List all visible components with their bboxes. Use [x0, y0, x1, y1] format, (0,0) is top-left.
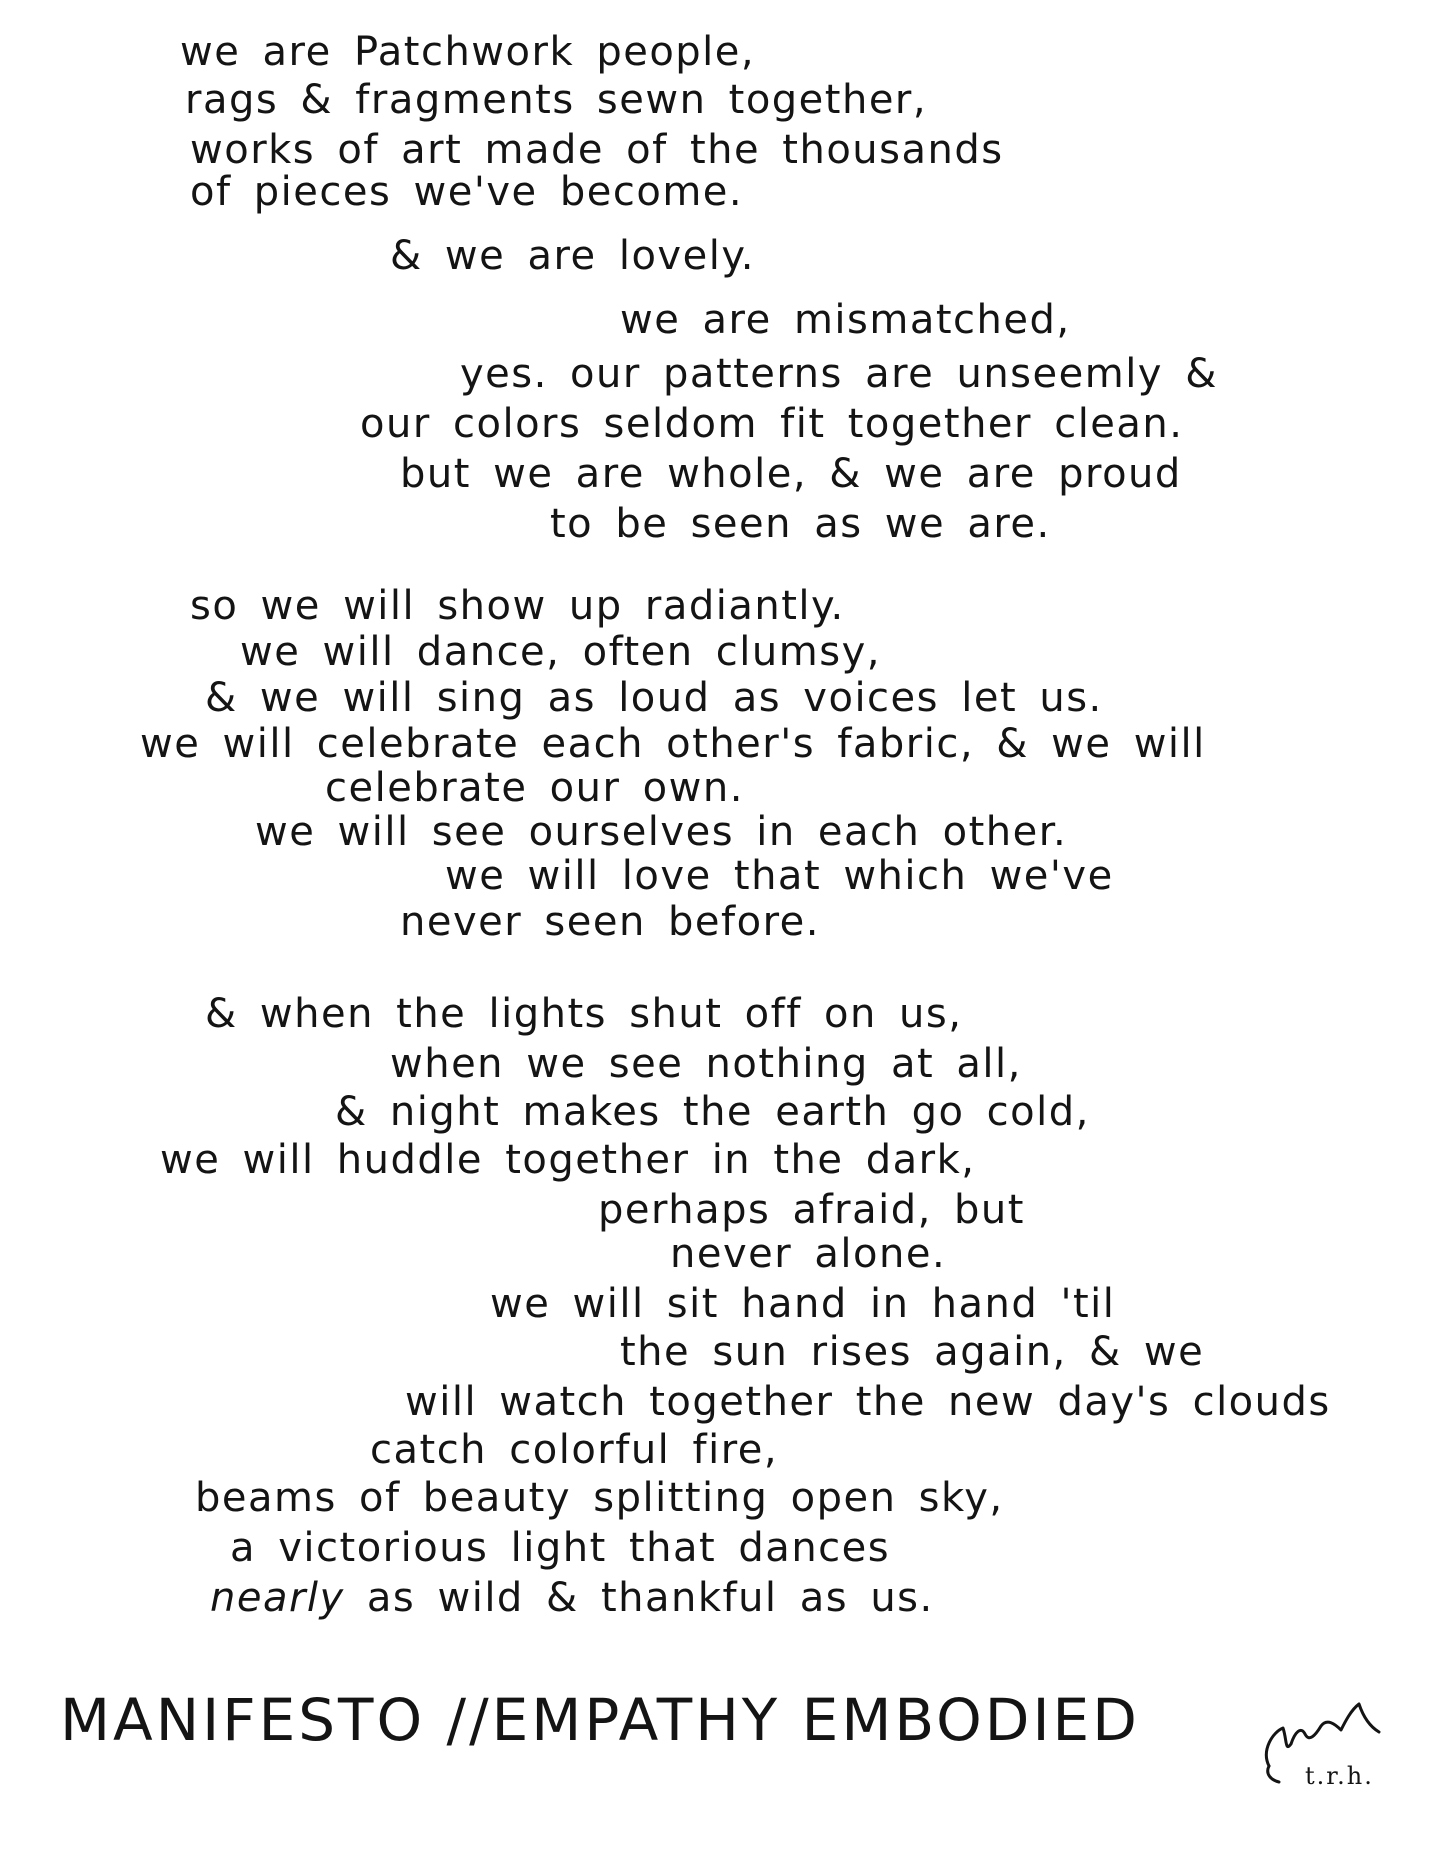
poem-line-8: our colors seldom fit together clean. — [360, 401, 1184, 447]
emphasis-word: nearly — [210, 1575, 345, 1621]
poem-line-24: never alone. — [670, 1231, 947, 1277]
poem-line-23: perhaps afraid, but — [598, 1187, 1025, 1233]
poem-line-3: works of art made of the thousands — [190, 127, 1004, 173]
poem-line-18: never seen before. — [400, 899, 820, 945]
poem-line-2: rags & fragments sewn together, — [185, 77, 928, 123]
poem-line-29: beams of beauty splitting open sky, — [195, 1475, 1004, 1521]
poem-line-28: catch colorful fire, — [370, 1427, 779, 1473]
poem-line-21: & night makes the earth go cold, — [335, 1089, 1090, 1135]
poem-line-1: we are Patchwork people, — [180, 29, 756, 75]
poem-line-13: & we will sing as loud as voices let us. — [205, 675, 1103, 721]
signature — [1255, 1670, 1405, 1800]
poem-line-25: we will sit hand in hand 'til — [490, 1281, 1116, 1327]
poem-line-4: of pieces we've become. — [190, 169, 744, 215]
signature-initials: t.r.h. — [1305, 1762, 1374, 1790]
poem-line-7: yes. our patterns are unseemly & — [460, 351, 1218, 397]
last-line-rest: as wild & thankful as us. — [344, 1575, 934, 1621]
poem-line-27: will watch together the new day's clouds — [405, 1379, 1331, 1425]
poem-line-26: the sun rises again, & we — [620, 1329, 1205, 1375]
poem-line-16: we will see ourselves in each other. — [255, 809, 1068, 855]
poem-line-31 — [210, 1574, 934, 1622]
poem-line-20: when we see nothing at all, — [390, 1041, 1022, 1087]
poem-line-30: a victorious light that dances — [230, 1525, 891, 1571]
poem-title: MANIFESTO //EMPATHY EMBODIED — [60, 1686, 1140, 1754]
poem-line-19: & when the lights shut off on us, — [205, 991, 963, 1037]
poem-line-5: & we are lovely. — [390, 233, 756, 279]
poem-line-12: we will dance, often clumsy, — [240, 629, 881, 675]
poem-line-22: we will huddle together in the dark, — [160, 1137, 976, 1183]
poem-line-15: celebrate our own. — [325, 765, 744, 811]
poem-line-11: so we will show up radiantly. — [190, 583, 845, 629]
poem-line-6: we are mismatched, — [620, 297, 1071, 343]
poem-line-17: we will love that which we've — [445, 853, 1114, 899]
poem-line-10: to be seen as we are. — [550, 501, 1051, 547]
poem-line-9: but we are whole, & we are proud — [400, 451, 1182, 497]
poem-line-14: we will celebrate each other's fabric, & we will — [140, 721, 1206, 767]
